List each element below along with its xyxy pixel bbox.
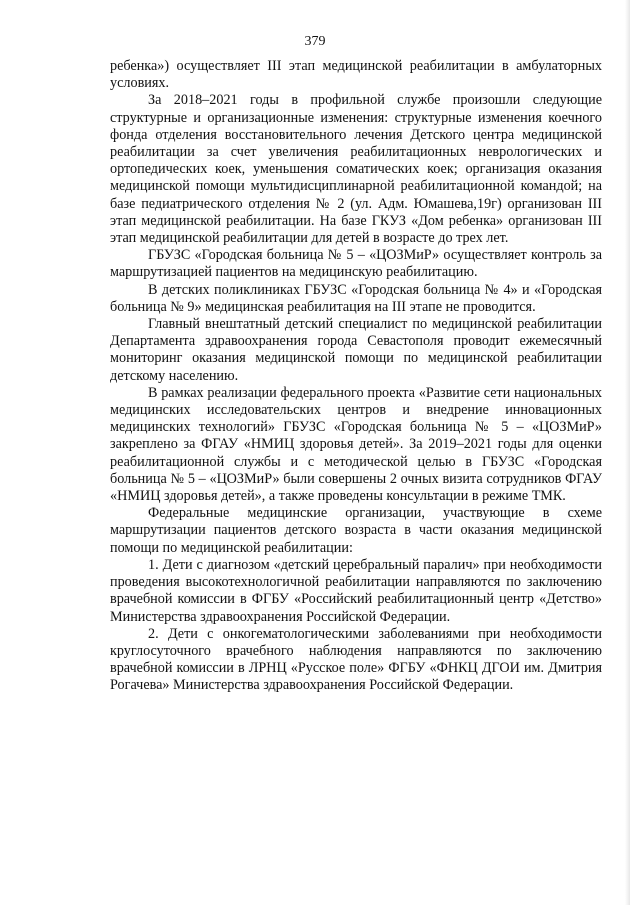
paragraph-1: ребенка») осуществляет III этап медицинской реабилитации в амбулаторных условиях.	[110, 58, 602, 92]
paragraph-2: За 2018–2021 годы в профильной службе произошли следующие структурные и организационные изменения: структурные изменения коечного фонда отделения восстановительного лечения Детского центра медицинской реабилитации за счет увеличения реабилитационных неврологических и ортопедических коек, уменьшения соматических коек; организация оказания медицинской помощи мультидисциплинарной реабилитационной командой; на базе педиатрического отделения № 2 (ул. Адм. Юмашева,19г) организован III этап медицинской реабилитации. На базе ГКУЗ «Дом ребенка» организован III этап медицинской реабилитации для детей в возрасте до трех лет.	[110, 92, 602, 247]
document-body	[110, 58, 602, 695]
list-item-2: 2. Дети с онкогематологическими заболеваниями при необходимости круглосуточного врачебного наблюдения направляются по заключению врачебной комиссии в ЛРНЦ «Русское поле» ФГБУ «ФНКЦ ДГОИ им. Дмитрия Рогачева» Министерства здравоохранения Российской Федерации.	[110, 625, 602, 694]
scan-edge-shadow	[625, 0, 630, 905]
paragraph-3: ГБУЗС «Городская больница № 5 – «ЦОЗМиР» осуществляет контроль за маршрутизацией пациентов на медицинскую реабилитацию.	[110, 247, 602, 281]
list-item-1: 1. Дети с диагнозом «детский церебральный паралич» при необходимости проведения высокотехнологичной реабилитации направляются по заключению врачебной комиссии в ФГБУ «Российский реабилитационный центр «Детство» Министерства здравоохранения Российской Федерации.	[110, 556, 602, 625]
page-number: 379	[304, 34, 326, 49]
paragraph-4: В детских поликлиниках ГБУЗС «Городская больница № 4» и «Городская больница № 9» медицинская реабилитация на III этапе не проводится.	[110, 281, 602, 315]
paragraph-6: В рамках реализации федерального проекта «Развитие сети национальных медицинских исследовательских центров и внедрение инновационных медицинских технологий» ГБУЗС «Городская больница № 5 – «ЦОЗМиР» закреплено за ФГАУ «НМИЦ здоровья детей». За 2019–2021 годы для оценки реабилитационной службы и с методической целью в ГБУЗС «Городская больница № 5 – «ЦОЗМиР» были совершены 2 очных визита сотрудников ФГАУ «НМИЦ здоровья детей», а также проведены консультации в режиме ТМК.	[110, 384, 602, 505]
paragraph-5: Главный внештатный детский специалист по медицинской реабилитации Департамента здравоохранения города Севастополя проводит ежемесячный мониторинг оказания медицинской помощи по медицинской реабилитации детскому населению.	[110, 316, 602, 384]
paragraph-7: Федеральные медицинские организации, участвующие в схеме маршрутизации пациентов детского возраста в части оказания медицинской помощи по медицинской реабилитации:	[110, 505, 602, 556]
